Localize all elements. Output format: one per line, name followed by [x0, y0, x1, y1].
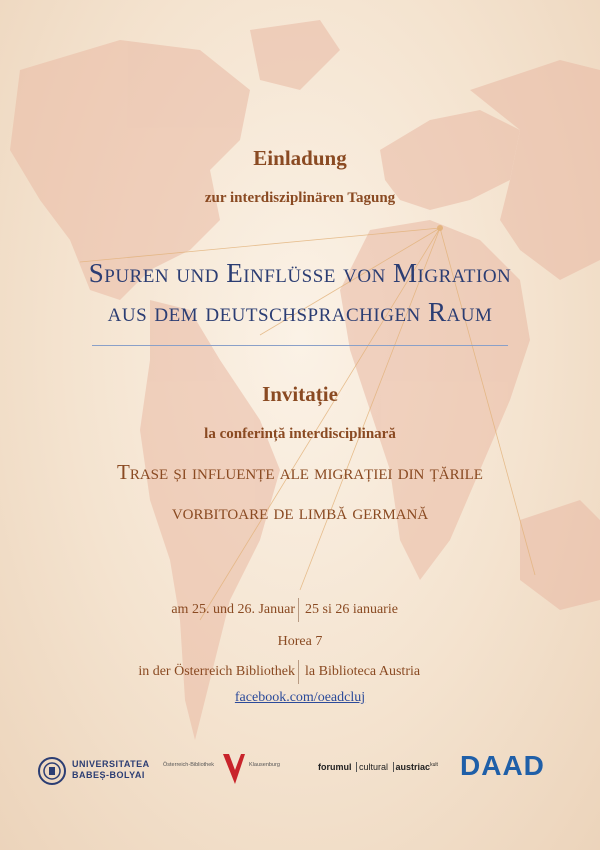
heading-einladung: Einladung [253, 146, 347, 170]
ubb-seal-icon [38, 757, 66, 785]
heading-invitatie: Invitație [262, 382, 338, 406]
date-de: am 25. und 26. Januar [171, 602, 295, 617]
ubb-line2: BABEȘ-BOLYAI [72, 770, 145, 780]
facebook-link[interactable]: facebook.com/oeadcluj [234, 690, 366, 705]
fca-logo [318, 762, 438, 772]
ubb-logo [38, 755, 148, 791]
fca-word1: forumul [318, 762, 352, 772]
title-ro-line1: Trase și influențe ale migrației din țările [117, 460, 483, 484]
daad-logo: DAAD [460, 750, 545, 781]
subheading-ro: la conferință interdisciplinară [204, 426, 396, 442]
divider-line [92, 345, 508, 346]
fca-sup: kult [430, 762, 438, 768]
oeb-logo [163, 748, 293, 792]
date-separator [298, 598, 299, 622]
venue-de: in der Österreich Bibliothek [138, 664, 295, 679]
oeb-left-text: Österreich-Bibliothek [163, 762, 215, 768]
title-de-line2: aus dem deutschsprachigen Raum [107, 297, 493, 327]
ubb-line1: UNIVERSITATEA [72, 759, 150, 769]
oeb-right-text: Klausenburg [249, 762, 280, 768]
venue-separator [298, 660, 299, 684]
title-ro-line2: vorbitoare de limbă germană [171, 500, 429, 524]
sponsor-logos [0, 740, 600, 800]
event-time: Horea 7 [277, 634, 323, 649]
oeb-emblem-icon [221, 750, 247, 786]
fca-word3: austriac [395, 762, 431, 772]
fca-word2: cultural [359, 762, 389, 772]
venue-ro: la Biblioteca Austria [305, 664, 421, 679]
date-ro: 25 si 26 ianuarie [305, 602, 398, 617]
title-de-line1: Spuren und Einflüsse von Migration [88, 258, 512, 288]
subheading-de: zur interdisziplinären Tagung [204, 190, 396, 206]
